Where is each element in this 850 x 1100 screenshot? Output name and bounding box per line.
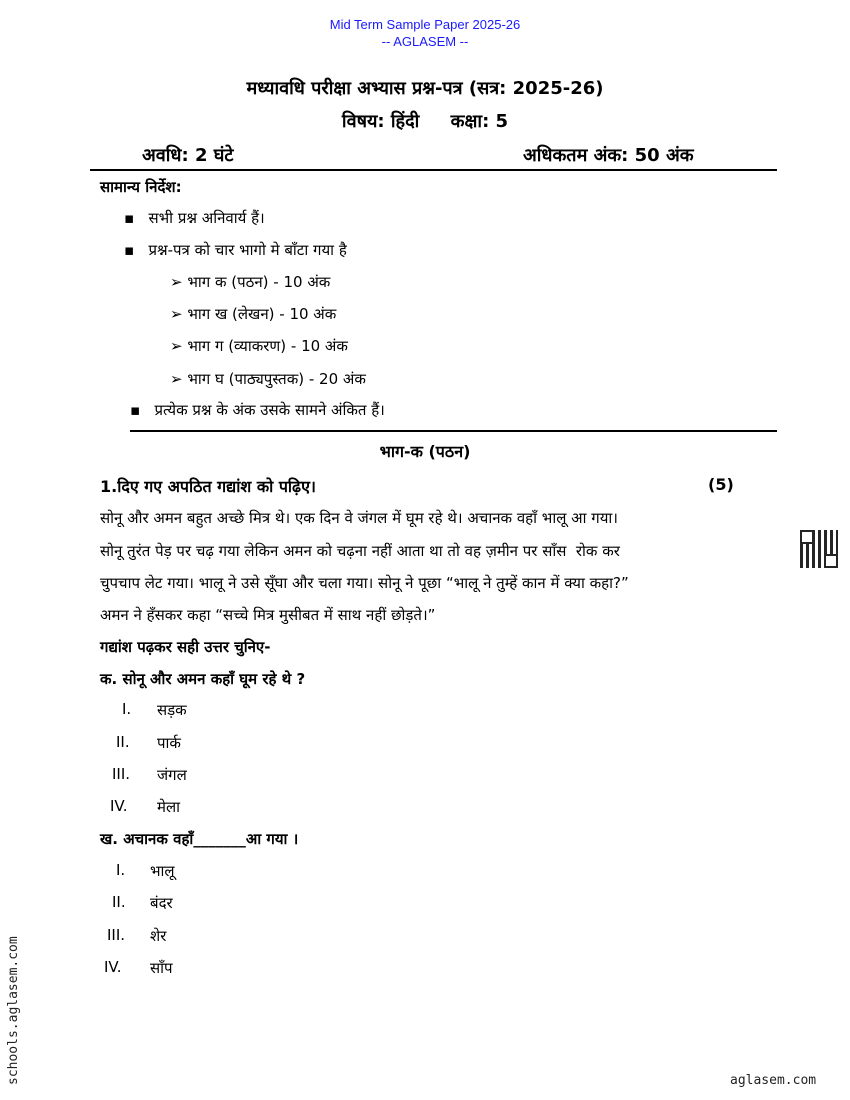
option-number: II. [112,893,126,911]
section-item: ➢ भाग ख (लेखन) - 10 अंक [170,305,337,323]
section-text: भाग क (पठन) - 10 अंक [187,273,331,291]
question-1: 1.दिए गए अपठित गद्यांश को पढ़िए। [100,477,316,496]
option-text: मेला [157,798,181,816]
passage-line: चुपचाप लेट गया। भालू ने उसे सूँघा और चला गया। सोनू ने पूछा “भालू ने तुम्हें कान में क्या कहा?” [100,574,629,592]
question-a: क. सोनू और अमन कहाँ घूम रहे थे ? [100,670,306,688]
question-1-marks: (5) [708,475,734,494]
option-number: III. [112,765,131,783]
option-text: शेर [150,927,167,945]
option-text: भालू [150,862,175,880]
instruction-bullet: ▪ प्रत्येक प्रश्न के अंक उसके सामने अंकित हैं। [130,401,385,419]
divider [90,169,777,171]
instruction-text: प्रत्येक प्रश्न के अंक उसके सामने अंकित हैं। [154,401,385,419]
duration: अवधि: 2 घंटे [142,145,234,166]
section-item: ➢ भाग ग (व्याकरण) - 10 अंक [170,337,348,355]
header-line-1: Mid Term Sample Paper 2025-26 [329,17,521,32]
section-text: भाग घ (पाठ्यपुस्तक) - 20 अंक [187,370,366,388]
instruction-text: प्रश्न-पत्र को चार भागो मे बाँटा गया है [148,241,347,259]
option-number: IV. [110,797,128,815]
option-number: I. [122,700,132,718]
max-marks: अधिकतम अंक: 50 अंक [523,145,694,166]
option-number: IV. [104,958,122,976]
option-text: जंगल [157,766,187,784]
section-text: भाग ख (लेखन) - 10 अंक [187,305,337,323]
option-text: सड़क [157,701,187,719]
passage-line: सोनू और अमन बहुत अच्छे मित्र थे। एक दिन वे जंगल में घूम रहे थे। अचानक वहाँ भालू आ गया। [100,509,618,527]
instruction-bullet: ▪ सभी प्रश्न अनिवार्य हैं। [124,209,265,227]
passage-line: अमन ने हँसकर कहा “सच्चे मित्र मुसीबत में साथ नहीं छोड़ते।” [100,606,436,624]
section-item: ➢ भाग क (पठन) - 10 अंक [170,273,331,291]
instructions-heading: सामान्य निर्देश: [100,178,182,196]
header-line-2: -- AGLASEM -- [381,34,469,49]
qr-code [800,530,838,568]
section-a-heading: भाग-क (पठन) [379,442,471,461]
side-watermark: schools.aglasem.com [6,936,21,1085]
paper-title: मध्यावधि परीक्षा अभ्यास प्रश्न-पत्र (सत्र: 2025-26) [246,78,604,99]
option-text: बंदर [150,894,173,912]
instruction-text: सभी प्रश्न अनिवार्य हैं। [148,209,265,227]
instruction-bullet: ▪ प्रश्न-पत्र को चार भागो मे बाँटा गया है [124,241,347,259]
option-number: III. [107,926,126,944]
option-text: पार्क [157,734,181,752]
option-text: साँप [150,959,173,977]
footer-watermark: aglasem.com [730,1073,817,1088]
answer-instruction: गद्यांश पढ़कर सही उत्तर चुनिए- [100,638,271,656]
divider [130,430,777,432]
option-number: I. [116,861,126,879]
passage-line: सोनू तुरंत पेड़ पर चढ़ गया लेकिन अमन को चढ़ना नहीं आता था तो वह ज़मीन पर साँस रोक कर [100,542,620,560]
section-text: भाग ग (व्याकरण) - 10 अंक [187,337,348,355]
subject-class: विषय: हिंदी कक्षा: 5 [341,111,509,132]
question-b: ख. अचानक वहाँ_______आ गया । [100,830,299,848]
section-item: ➢ भाग घ (पाठ्यपुस्तक) - 20 अंक [170,370,366,388]
option-number: II. [116,733,130,751]
